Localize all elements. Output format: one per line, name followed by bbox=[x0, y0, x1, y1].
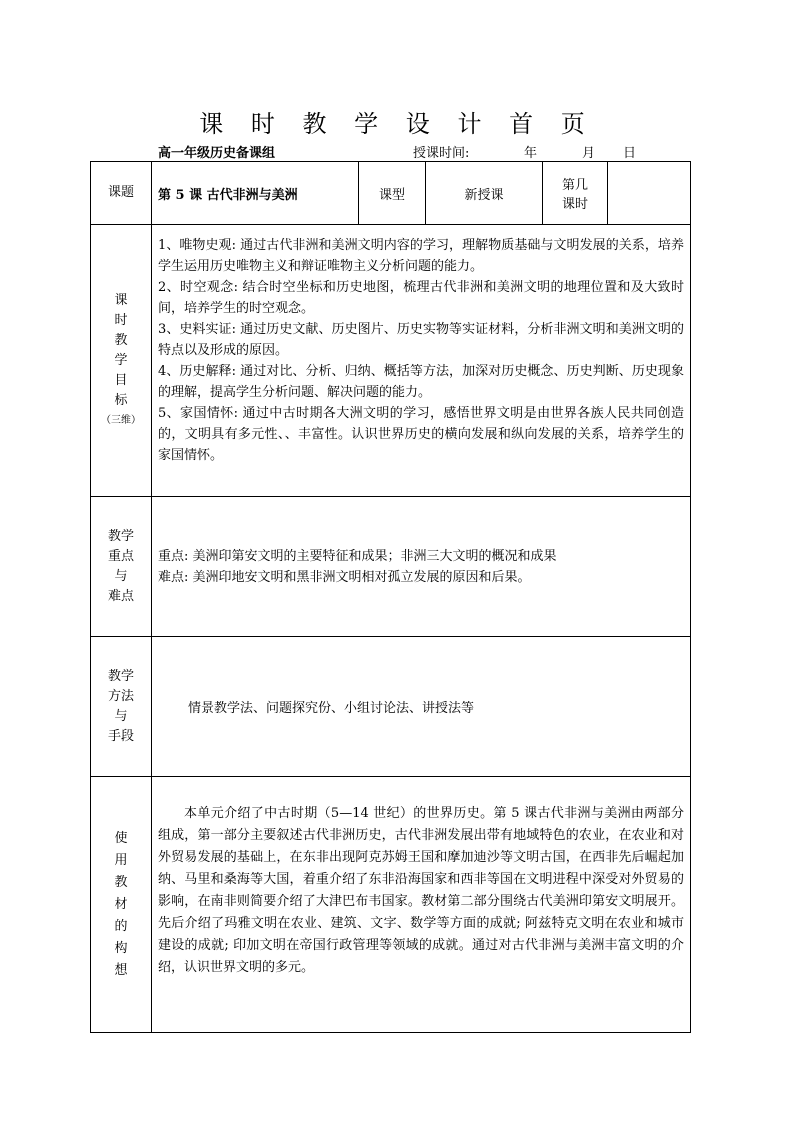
objective-item: 2、时空观念: 结合时空坐标和历史地图，梳理古代非洲和美洲文明的地理位置和及大致时间，培养学生的时空观念。 bbox=[158, 280, 684, 316]
analysis-row bbox=[91, 777, 691, 1033]
methods-label-line: 教学 bbox=[107, 668, 134, 684]
analysis-content: 本单元介绍了中古时期（5—14 世纪）的世界历史。第 5 课古代非洲与美洲由两部分组成，第一部分主要叙述古代非洲历史，古代非洲发展出带有地域特色的农业，在农业和对外贸易发展的基础上，在东非出现阿克苏姆王国和摩加迪沙等文明古国，在西非先后崛起加纳、马里和桑海等大国，着重介绍了东非沿海国家和西非等国在文明进程中深受对外贸易的影响，在南非则简要介绍了大津巴布韦国家。教材第二部分围绕古代美洲印第安文明展开。先后介绍了玛雅文明在农业、建筑、文字、数学等方面的成就; 阿兹特克文明在农业和城市建设的成就; 印加文明在帝国行政管理等领域的成就。通过对古代非洲与美洲丰富文明的介绍，认识世界文明的多元。 bbox=[152, 777, 691, 1033]
analysis-label-char: 材 bbox=[114, 896, 128, 912]
objectives-label bbox=[91, 225, 152, 497]
objective-item: 1、唯物史观: 通过古代非洲和美洲文明内容的学习，理解物质基础与文明发展的关系，培养学生运用历史唯物主义和辩证唯物主义分析问题的能力。 bbox=[158, 238, 684, 274]
period-label bbox=[543, 162, 608, 225]
keypoints-label-line: 教学 bbox=[107, 528, 134, 544]
topic-value: 第 5 课 古代非洲与美洲 bbox=[152, 162, 359, 225]
objective-item: 3、史料实证: 通过历史文献、历史图片、历史实物等实证材料，分析非洲文明和美洲文明的特点以及形成的原因。 bbox=[158, 322, 684, 358]
page-title: 课 时 教 学 设 计 首 页 bbox=[199, 110, 595, 138]
key-focus: 重点: 美洲印第安文明的主要特征和成果；非洲三大文明的概况和成果 bbox=[158, 548, 557, 564]
analysis-label bbox=[91, 777, 152, 1033]
objectives-label-char: 教 bbox=[114, 332, 128, 348]
lesson-plan-table bbox=[90, 161, 691, 1033]
keypoints-content bbox=[152, 497, 691, 637]
topic-label: 课题 bbox=[91, 162, 152, 225]
objectives-row bbox=[91, 225, 691, 497]
topic-row bbox=[91, 162, 691, 225]
day-label: 日 bbox=[623, 146, 637, 161]
objective-item: 4、历史解释: 通过对比、分析、归纳、概括等方法，加深对历史概念、历史判断、历史现象的理解，提高学生分析问题、解决问题的能力。 bbox=[158, 364, 684, 400]
objectives-label-char: 课 bbox=[114, 292, 128, 308]
key-difficulty: 难点: 美洲印地安文明和黑非洲文明相对孤立发展的原因和后果。 bbox=[158, 569, 531, 585]
objectives-label-char: 学 bbox=[114, 352, 128, 368]
objectives-label-char: 目 bbox=[114, 372, 128, 388]
objectives-content bbox=[152, 225, 691, 497]
objectives-label-char: 时 bbox=[114, 312, 128, 328]
keypoints-label-line: 与 bbox=[114, 568, 128, 584]
keypoints-label-line: 难点 bbox=[107, 588, 134, 604]
methods-label bbox=[91, 637, 152, 777]
objective-item: 5、家国情怀: 通过中古时期各大洲文明的学习，感悟世界文明是由世界各族人民共同创造的，文明具有多元性、、丰富性。认识世界历史的横向发展和纵向发展的关系，培养学生的家国情怀。 bbox=[158, 406, 684, 463]
analysis-label-char: 想 bbox=[114, 962, 128, 978]
keypoints-label bbox=[91, 497, 152, 637]
methods-row bbox=[91, 637, 691, 777]
analysis-label-char: 构 bbox=[114, 940, 128, 956]
methods-label-line: 手段 bbox=[107, 728, 134, 744]
lesson-type-value: 新授课 bbox=[426, 162, 543, 225]
methods-label-line: 方法 bbox=[107, 688, 134, 704]
methods-label-line: 与 bbox=[114, 708, 128, 724]
analysis-label-char: 教 bbox=[114, 874, 128, 890]
keypoints-row bbox=[91, 497, 691, 637]
month-label: 月 bbox=[582, 146, 596, 161]
period-label-line1: 第几 bbox=[561, 178, 588, 193]
objectives-sublabel: （三维） bbox=[101, 414, 141, 426]
lesson-type-label: 课型 bbox=[359, 162, 426, 225]
period-label-line2: 课时 bbox=[561, 197, 588, 212]
year-label: 年 bbox=[524, 146, 538, 161]
keypoints-label-line: 重点 bbox=[107, 548, 134, 564]
teaching-time-label: 授课时间: bbox=[413, 146, 470, 161]
period-value bbox=[608, 162, 691, 225]
analysis-label-char: 的 bbox=[114, 918, 128, 934]
analysis-label-char: 使 bbox=[114, 830, 128, 846]
methods-content: 情景教学法、问题探究份、小组讨论法、讲授法等 bbox=[152, 637, 691, 777]
analysis-label-char: 用 bbox=[114, 852, 128, 868]
objectives-label-char: 标 bbox=[114, 392, 128, 408]
lesson-group: 高一年级历史备课组 bbox=[158, 146, 276, 161]
